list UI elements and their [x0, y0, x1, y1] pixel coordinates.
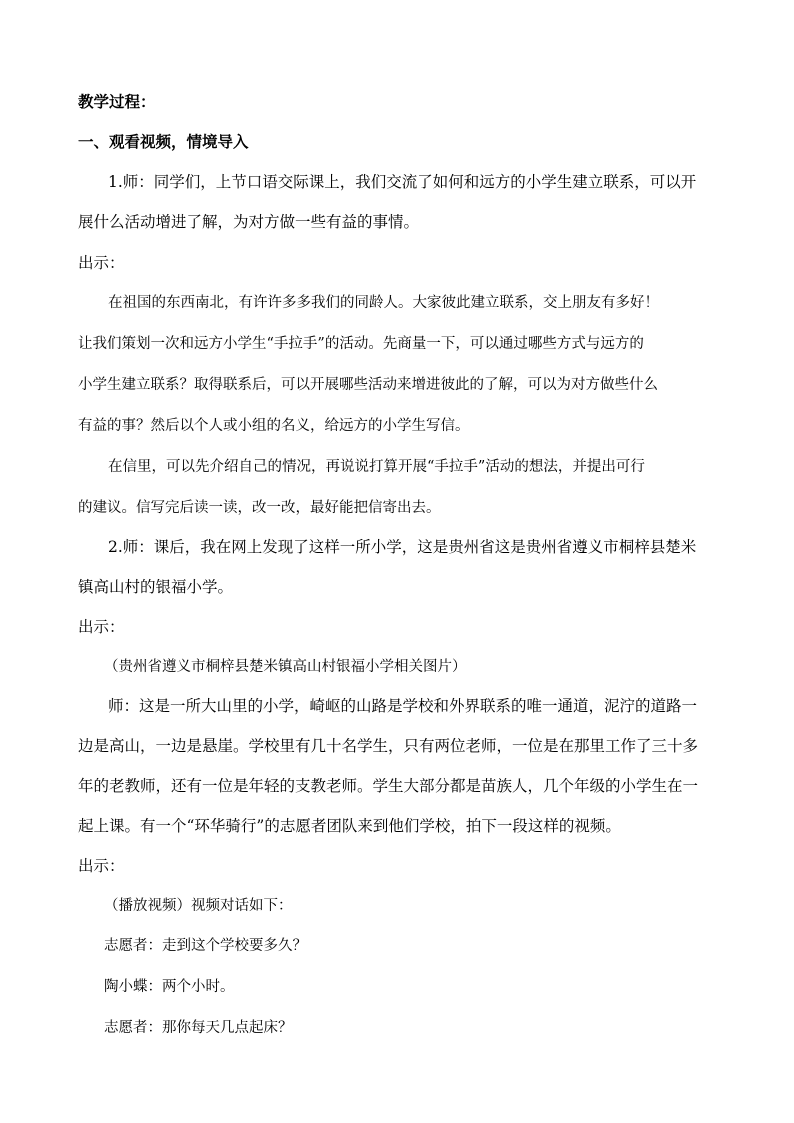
- section-heading: 一、观看视频，情境导入: [78, 132, 249, 151]
- paragraph-line: 边是高山，一边是悬崖。学校里有几十名学生，只有两位老师，一位是在那里工作了三十多: [78, 737, 699, 755]
- dialog-line: 志愿者：那你每天几点起床？: [104, 1020, 293, 1036]
- video-intro: （播放视频）视频对话如下：: [104, 898, 293, 914]
- quote-line: 小学生建立联系？取得联系后，可以开展哪些活动来增进彼此的了解，可以为对方做些什么: [78, 377, 658, 393]
- show-label: 出示：: [78, 857, 125, 875]
- quote-line: 的建议。信写完后读一读，改一改，最好能把信寄出去。: [78, 500, 441, 516]
- paragraph-line: 2.师：课后，我在网上发现了这样一所小学，这是贵州省这是贵州省遵义市桐梓县楚米: [108, 538, 697, 556]
- paragraph-line: 1.师：同学们，上节口语交际课上，我们交流了如何和远方的小学生建立联系，可以开: [108, 173, 697, 191]
- paragraph-line: 起上课。有一个“环华骑行”的志愿者团队来到他们学校，拍下一段这样的视频。: [78, 817, 621, 835]
- lesson-process-heading: 教学过程：: [78, 92, 156, 111]
- paragraph-line: 镇高山村的银福小学。: [78, 578, 234, 596]
- quote-line: 在信里，可以先介绍自己的情况，再说说打算开展“手拉手”活动的想法，并提出可行: [108, 459, 645, 475]
- quote-line: 让我们策划一次和远方小学生“手拉手”的活动。先商量一下，可以通过哪些方式与远方的: [78, 336, 644, 352]
- picture-note: （贵州省遵义市桐梓县楚米镇高山村银福小学相关图片）: [104, 659, 467, 675]
- show-label: 出示：: [78, 254, 125, 272]
- paragraph-line: 师：这是一所大山里的小学，崎岖的山路是学校和外界联系的唯一通道，泥泞的道路一: [108, 697, 698, 715]
- paragraph-line: 展什么活动增进了解，为对方做一些有益的事情。: [78, 213, 420, 231]
- show-label: 出示：: [78, 618, 125, 636]
- dialog-line: 陶小蝶：两个小时。: [104, 979, 235, 995]
- quote-line: 有益的事？然后以个人或小组的名义，给远方的小学生写信。: [78, 418, 470, 434]
- quote-line: 在祖国的东西南北，有许许多多我们的同龄人。大家彼此建立联系，交上朋友有多好！: [108, 295, 659, 311]
- paragraph-line: 年的老教师，还有一位是年轻的支教老师。学生大部分都是苗族人，几个年级的小学生在一: [78, 777, 699, 795]
- dialog-line: 志愿者：走到这个学校要多久？: [104, 938, 307, 954]
